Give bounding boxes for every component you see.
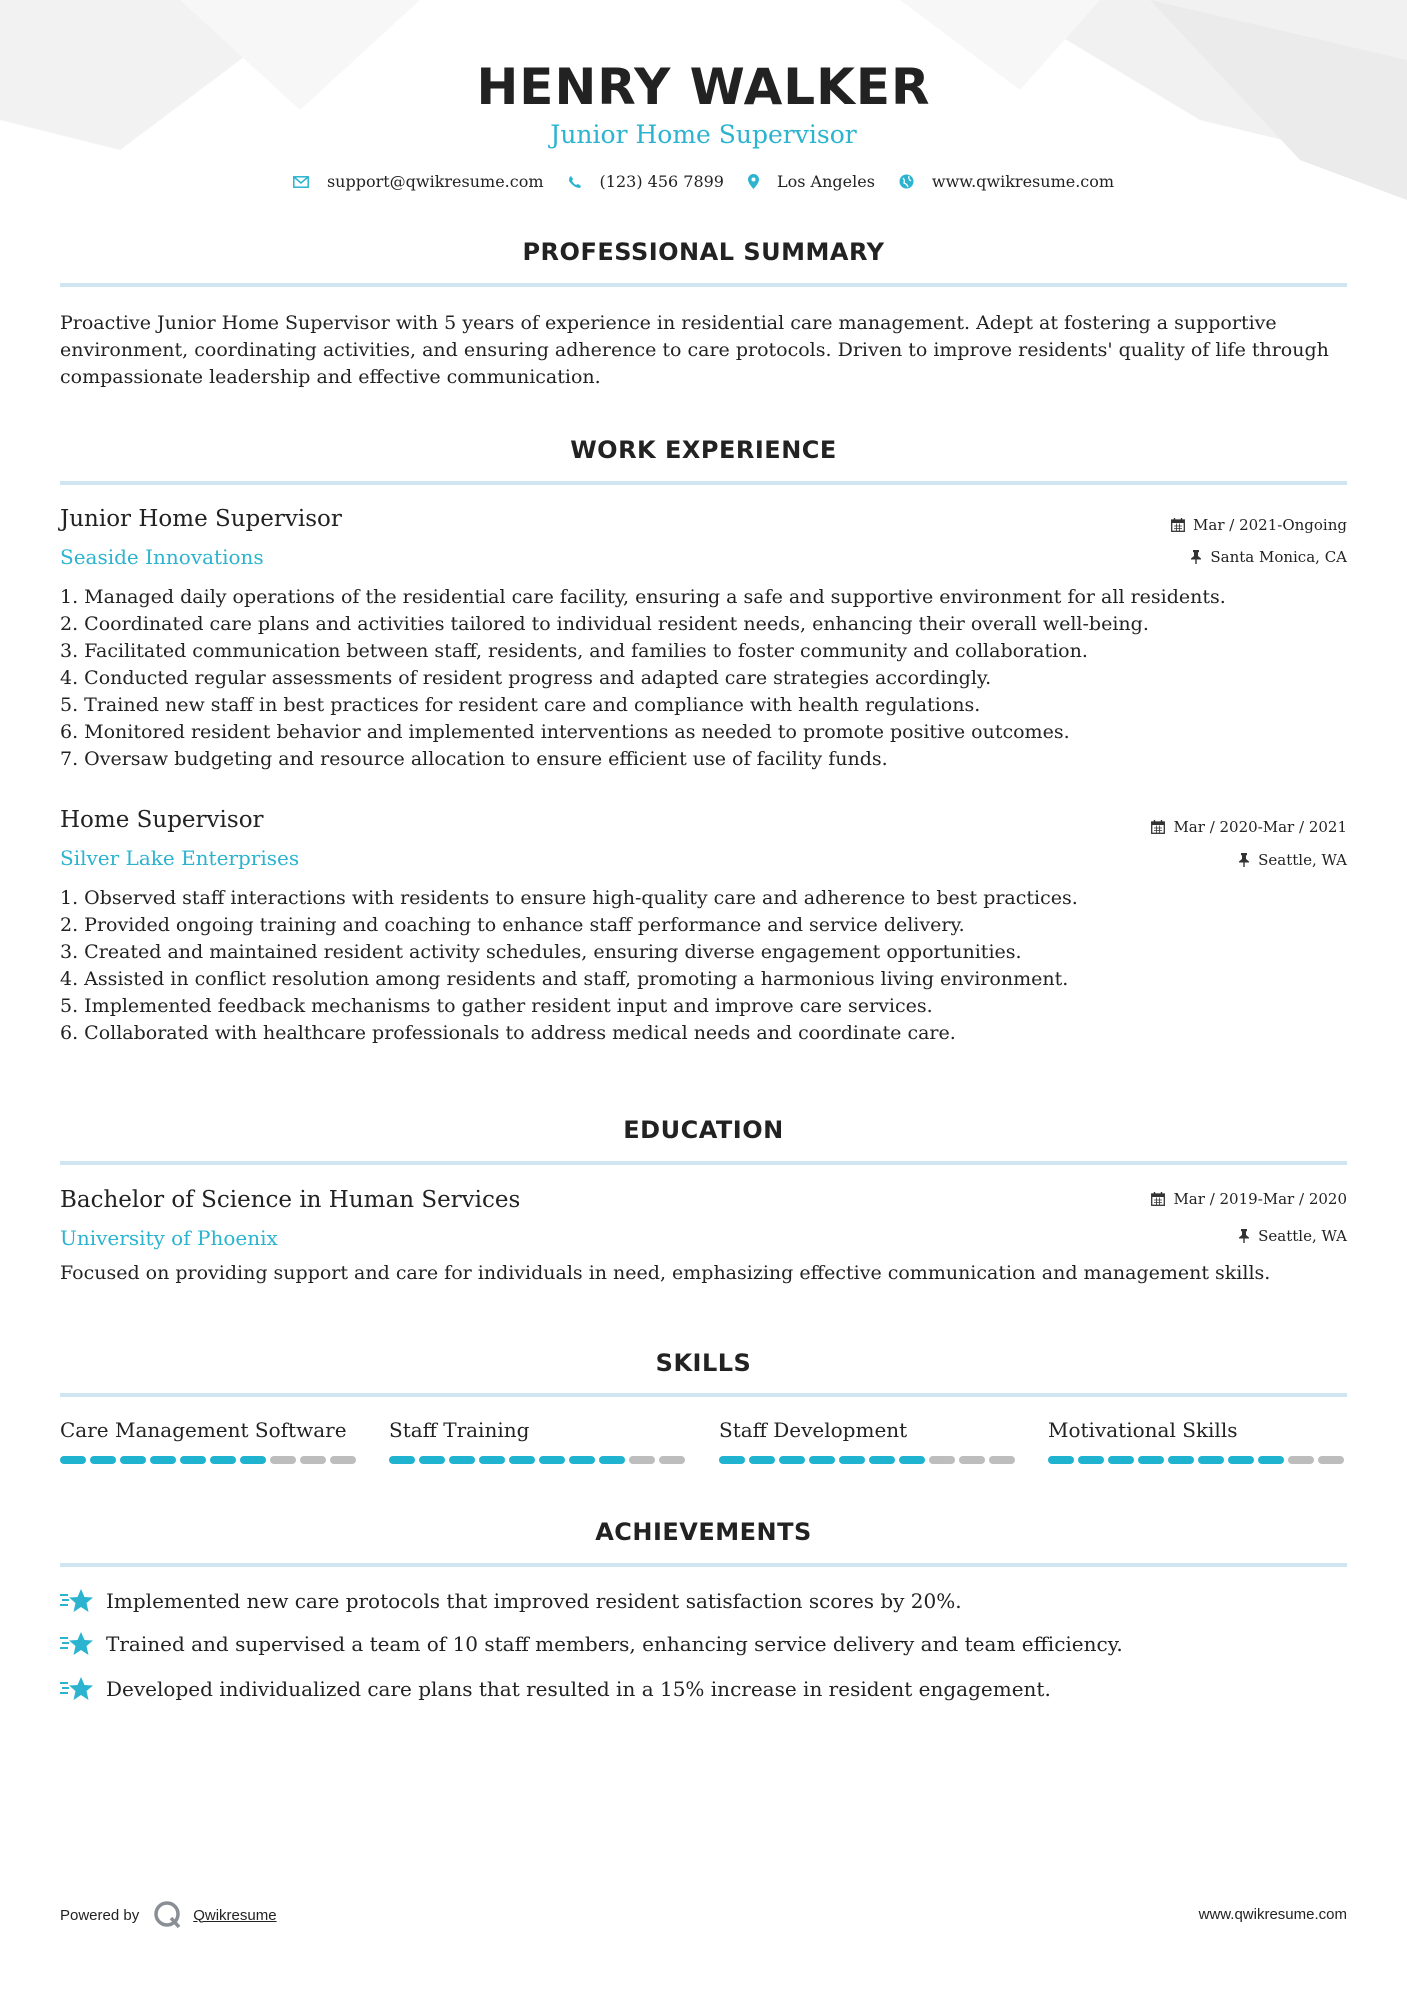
skill-segment-filled bbox=[809, 1456, 835, 1464]
list-item: 5. Trained new staff in best practices for resident care and compliance with health regulations. bbox=[60, 694, 981, 716]
summary-divider bbox=[60, 283, 1347, 287]
skill-item bbox=[1048, 1418, 1348, 1464]
list-item: 2. Coordinated care plans and activities tailored to individual resident needs, enhancing their overall well-being. bbox=[60, 613, 1149, 635]
education-heading: EDUCATION bbox=[623, 1116, 784, 1144]
map-marker-icon bbox=[748, 174, 759, 189]
skill-segment-filled bbox=[1198, 1456, 1224, 1464]
education-dates-text: Mar / 2019-Mar / 2020 bbox=[1173, 1190, 1347, 1208]
contact-phone[interactable] bbox=[568, 172, 724, 191]
skill-segment-filled bbox=[240, 1456, 266, 1464]
achievements-divider bbox=[60, 1563, 1347, 1567]
skill-segment-filled bbox=[1258, 1456, 1284, 1464]
education-divider bbox=[60, 1161, 1347, 1165]
achievement-text: Trained and supervised a team of 10 staff members, enhancing service delivery and team efficiency. bbox=[106, 1632, 1123, 1656]
pushpin-icon bbox=[1238, 853, 1250, 867]
skill-item bbox=[389, 1418, 689, 1464]
skill-segment-filled bbox=[180, 1456, 206, 1464]
list-item: 1. Observed staff interactions with residents to ensure high-quality care and adherence to best practices. bbox=[60, 887, 1078, 909]
skill-segment-empty bbox=[300, 1456, 326, 1464]
job-location-text: Santa Monica, CA bbox=[1210, 548, 1347, 566]
skill-segment-filled bbox=[1168, 1456, 1194, 1464]
pushpin-icon bbox=[1238, 1229, 1250, 1243]
list-item: 7. Oversaw budgeting and resource allocation to ensure efficient use of facility funds. bbox=[60, 748, 888, 770]
skill-segment-filled bbox=[1078, 1456, 1104, 1464]
skill-segment-empty bbox=[629, 1456, 655, 1464]
skill-segment-empty bbox=[270, 1456, 296, 1464]
list-item: 5. Implemented feedback mechanisms to gather resident input and improve care services. bbox=[60, 995, 933, 1017]
contact-phone-text: (123) 456 7899 bbox=[599, 172, 724, 191]
achievement-text: Implemented new care protocols that improved resident satisfaction scores by 20%. bbox=[106, 1589, 962, 1613]
skill-segment-filled bbox=[1108, 1456, 1134, 1464]
achievement-item bbox=[60, 1631, 1123, 1657]
skill-segment-filled bbox=[389, 1456, 415, 1464]
education-degree: Bachelor of Science in Human Services bbox=[60, 1187, 521, 1213]
achievement-item bbox=[60, 1676, 1051, 1702]
skill-level-bar bbox=[719, 1456, 1019, 1464]
skill-level-bar bbox=[60, 1456, 360, 1464]
skill-segment-filled bbox=[120, 1456, 146, 1464]
list-item: 4. Assisted in conflict resolution among residents and staff, promoting a harmonious living environment. bbox=[60, 968, 1069, 990]
list-item: 6. Monitored resident behavior and implemented interventions as needed to promote positive outcomes. bbox=[60, 721, 1070, 743]
contact-website[interactable] bbox=[899, 172, 1114, 191]
skill-segment-filled bbox=[569, 1456, 595, 1464]
skill-segment-empty bbox=[929, 1456, 955, 1464]
achievement-item bbox=[60, 1588, 962, 1614]
job-dates bbox=[1151, 818, 1347, 836]
contact-location-text: Los Angeles bbox=[776, 172, 875, 191]
list-item: 4. Conducted regular assessments of resident progress and adapted care strategies accordingly. bbox=[60, 667, 992, 689]
skill-segment-empty bbox=[1288, 1456, 1314, 1464]
star-icon bbox=[60, 1588, 94, 1614]
calendar-icon bbox=[1151, 1192, 1165, 1206]
skill-segment-empty bbox=[959, 1456, 985, 1464]
star-icon bbox=[60, 1631, 94, 1657]
calendar-icon bbox=[1151, 820, 1165, 834]
contact-email-text: support@qwikresume.com bbox=[326, 172, 544, 191]
skills-heading: SKILLS bbox=[655, 1349, 752, 1377]
skill-segment-filled bbox=[509, 1456, 535, 1464]
skill-segment-filled bbox=[1228, 1456, 1254, 1464]
education-location-text: Seattle, WA bbox=[1258, 1227, 1347, 1245]
footer-website[interactable]: www.qwikresume.com bbox=[1198, 1906, 1347, 1923]
skill-level-bar bbox=[1048, 1456, 1348, 1464]
job-location bbox=[1238, 851, 1347, 869]
list-item: 6. Collaborated with healthcare professionals to address medical needs and coordinate care. bbox=[60, 1022, 956, 1044]
skill-segment-filled bbox=[419, 1456, 445, 1464]
list-item: 1. Managed daily operations of the residential care facility, ensuring a safe and supportive environment for all residents. bbox=[60, 586, 1226, 608]
contact-bar bbox=[0, 172, 1407, 191]
list-item: 2. Provided ongoing training and coaching to enhance staff performance and service delivery. bbox=[60, 914, 965, 936]
job-title: Junior Home Supervisor bbox=[60, 506, 342, 532]
summary-text: Proactive Junior Home Supervisor with 5 years of experience in residential care management. Adept at fostering a supportive environment, coordinating activities, and ensuring adherence to care protocols. Driven to improve residents' quality of life through compassionate leadership and effective communication. bbox=[60, 312, 1329, 388]
job-location bbox=[1190, 548, 1347, 566]
skill-segment-filled bbox=[449, 1456, 475, 1464]
skill-segment-filled bbox=[150, 1456, 176, 1464]
skill-segment-empty bbox=[330, 1456, 356, 1464]
education-dates bbox=[1151, 1190, 1347, 1208]
footer-powered-by bbox=[60, 1900, 277, 1930]
skill-item bbox=[719, 1418, 1019, 1464]
skill-segment-filled bbox=[60, 1456, 86, 1464]
contact-email[interactable] bbox=[293, 172, 544, 191]
candidate-name: HENRY WALKER bbox=[476, 58, 931, 116]
skill-level-bar bbox=[389, 1456, 689, 1464]
skill-label: Staff Training bbox=[389, 1418, 530, 1442]
skill-label: Care Management Software bbox=[60, 1418, 347, 1442]
skill-segment-filled bbox=[210, 1456, 236, 1464]
education-description: Focused on providing support and care for individuals in need, emphasizing effective communication and management skills. bbox=[60, 1262, 1271, 1284]
skill-segment-filled bbox=[839, 1456, 865, 1464]
skill-segment-filled bbox=[719, 1456, 745, 1464]
summary-heading: PROFESSIONAL SUMMARY bbox=[522, 238, 885, 266]
skill-segment-filled bbox=[90, 1456, 116, 1464]
globe-icon bbox=[899, 174, 914, 189]
skill-segment-filled bbox=[599, 1456, 625, 1464]
skill-segment-filled bbox=[899, 1456, 925, 1464]
candidate-role: Junior Home Supervisor bbox=[550, 120, 857, 149]
education-school: University of Phoenix bbox=[60, 1226, 278, 1250]
skill-segment-filled bbox=[1138, 1456, 1164, 1464]
achievements-heading: ACHIEVEMENTS bbox=[595, 1518, 812, 1546]
skill-segment-filled bbox=[539, 1456, 565, 1464]
experience-divider bbox=[60, 481, 1347, 485]
skill-segment-empty bbox=[1318, 1456, 1344, 1464]
job-duties-list bbox=[60, 885, 1347, 1047]
skill-label: Staff Development bbox=[719, 1418, 908, 1442]
skill-segment-filled bbox=[779, 1456, 805, 1464]
job-dates bbox=[1171, 516, 1347, 534]
contact-website-text: www.qwikresume.com bbox=[931, 172, 1115, 191]
list-item: 3. Created and maintained resident activity schedules, ensuring diverse engagement opportunities. bbox=[60, 941, 1022, 963]
contact-location bbox=[748, 172, 875, 191]
skill-segment-empty bbox=[989, 1456, 1015, 1464]
skill-segment-filled bbox=[749, 1456, 775, 1464]
education-location bbox=[1238, 1227, 1347, 1245]
job-dates-text: Mar / 2020-Mar / 2021 bbox=[1173, 818, 1347, 836]
skill-segment-empty bbox=[659, 1456, 685, 1464]
experience-heading: WORK EXPERIENCE bbox=[570, 436, 837, 464]
skill-segment-filled bbox=[479, 1456, 505, 1464]
skill-segment-filled bbox=[1048, 1456, 1074, 1464]
job-title: Home Supervisor bbox=[60, 807, 264, 833]
skill-label: Motivational Skills bbox=[1048, 1418, 1238, 1442]
brand-link[interactable]: Qwikresume bbox=[193, 1906, 277, 1924]
skill-item bbox=[60, 1418, 360, 1464]
job-duties-list bbox=[60, 584, 1347, 773]
envelope-icon bbox=[293, 176, 309, 188]
powered-by-label: Powered by bbox=[60, 1906, 140, 1924]
star-icon bbox=[60, 1676, 94, 1702]
pushpin-icon bbox=[1190, 550, 1202, 564]
qwikresume-logo-icon bbox=[153, 1900, 183, 1930]
achievement-text: Developed individualized care plans that resulted in a 15% increase in resident engagement. bbox=[106, 1677, 1051, 1701]
job-location-text: Seattle, WA bbox=[1258, 851, 1347, 869]
calendar-icon bbox=[1171, 518, 1185, 532]
job-company: Seaside Innovations bbox=[60, 545, 264, 569]
job-dates-text: Mar / 2021-Ongoing bbox=[1193, 516, 1347, 534]
skill-segment-filled bbox=[869, 1456, 895, 1464]
job-company: Silver Lake Enterprises bbox=[60, 846, 300, 870]
phone-icon bbox=[568, 175, 582, 189]
list-item: 3. Facilitated communication between staff, residents, and families to foster community and collaboration. bbox=[60, 640, 1088, 662]
skills-divider bbox=[60, 1393, 1347, 1397]
